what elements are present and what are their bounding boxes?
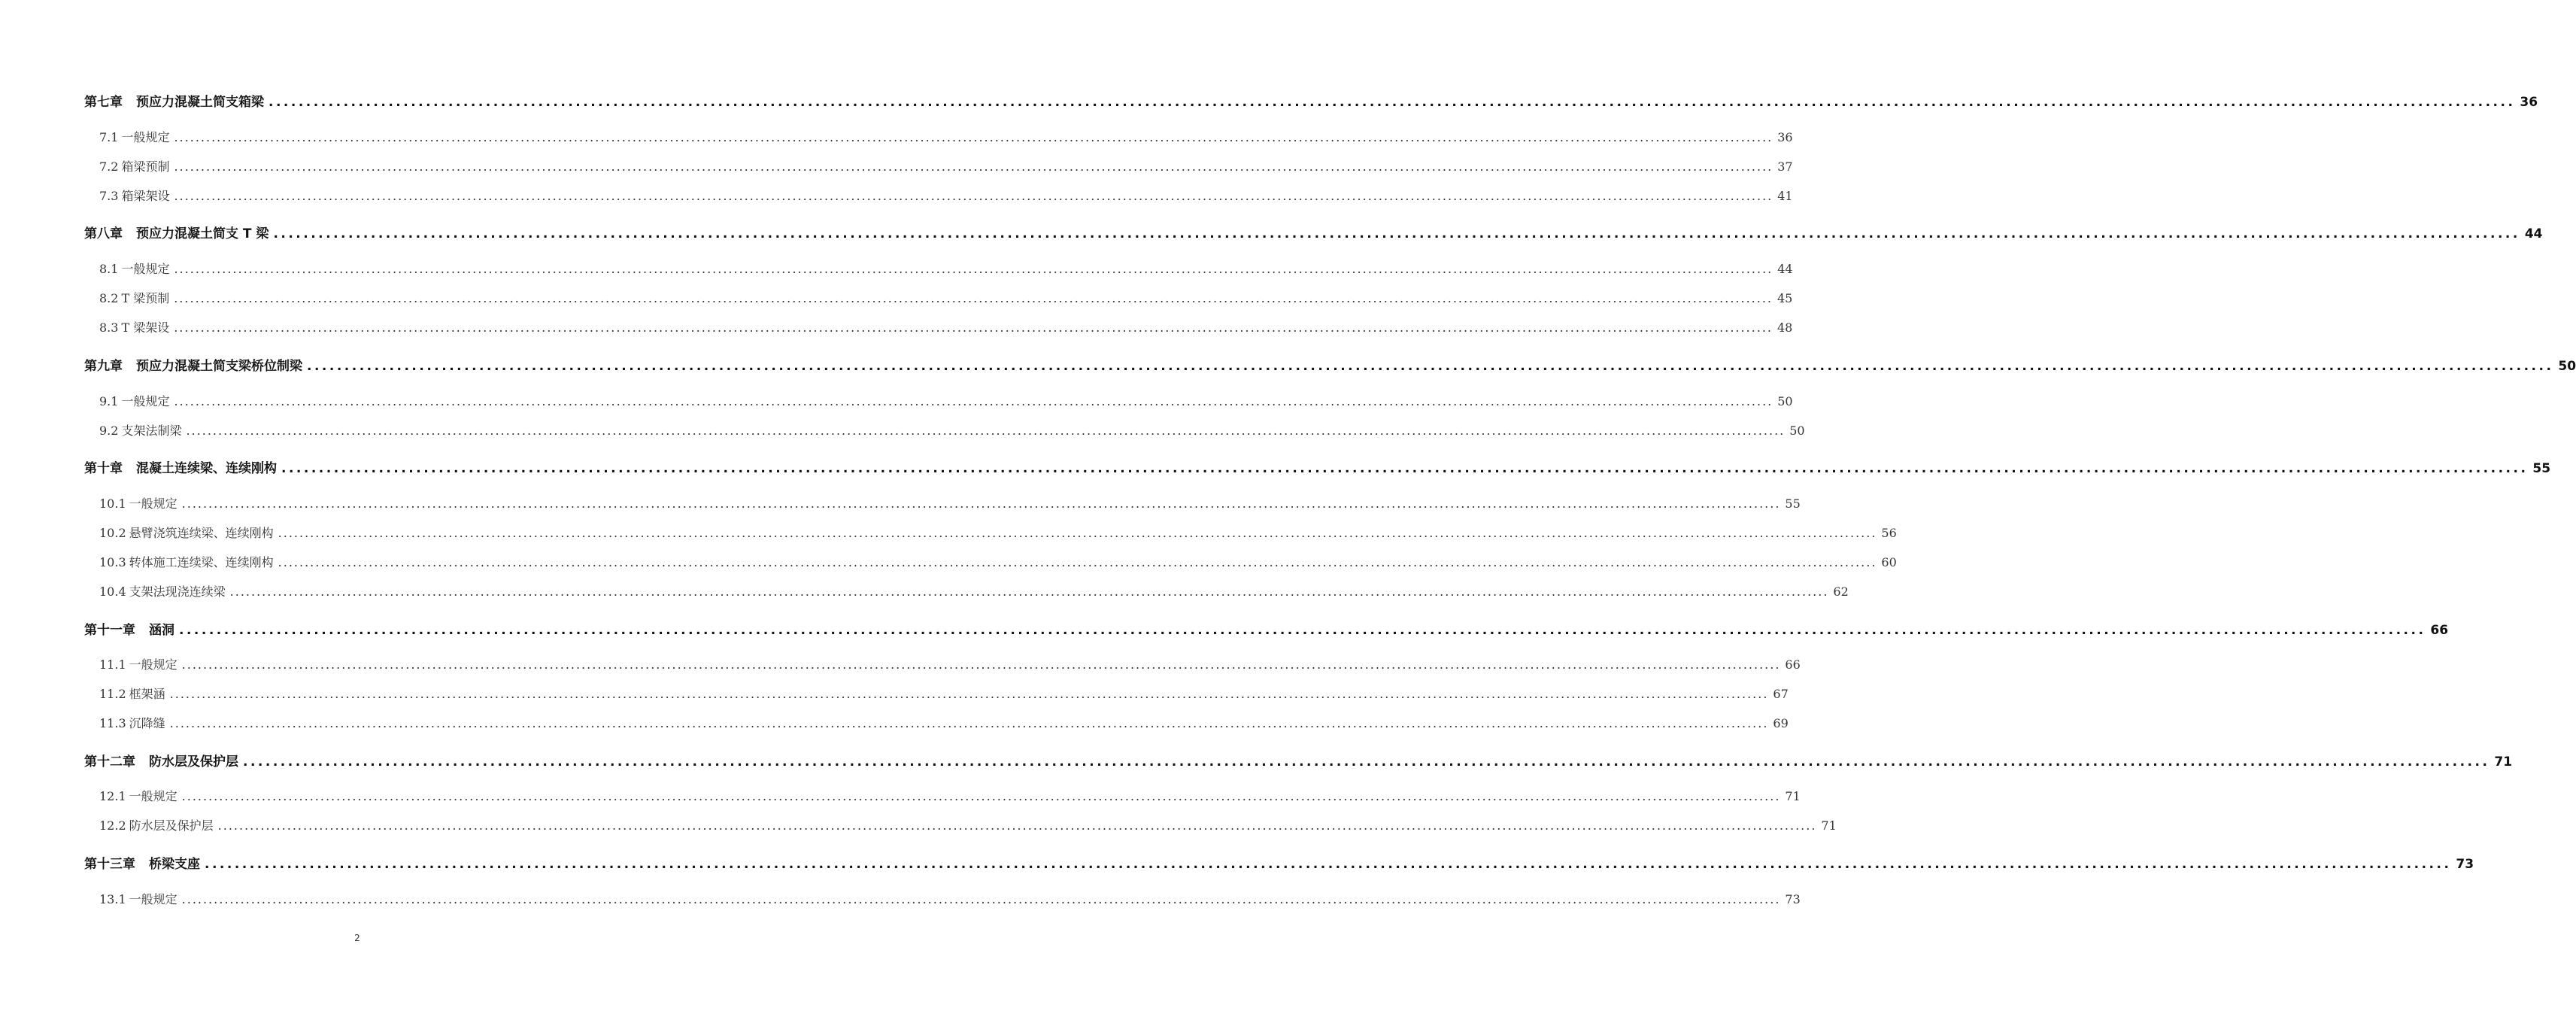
toc-entry-page: 41 — [1777, 189, 1793, 203]
toc-entry-page: 67 — [1773, 687, 1789, 701]
toc-entry-page: 55 — [2532, 461, 2551, 476]
toc-entry-title: 一般规定 — [121, 394, 170, 408]
toc-entry-number: 12.2 — [99, 818, 126, 833]
toc-section-entry[interactable] — [99, 260, 1793, 278]
toc-entry-number: 10.1 — [99, 496, 126, 511]
toc-dot-leader: ............................................................................................................................................................................................................................................................................................................ — [181, 657, 1781, 672]
toc-entry-number: 12.1 — [99, 789, 126, 803]
toc-dot-leader: ............................................................................................................................................................................................................................................................................................................ — [169, 716, 1769, 730]
toc-dot-leader: ............................................................................................................................................................................................................................................................................................................ — [186, 424, 1786, 438]
toc-entry-number: 第十一章 — [84, 623, 135, 638]
toc-entry-number: 10.2 — [99, 526, 126, 540]
toc-entry-title: 箱梁架设 — [121, 189, 170, 203]
toc-dot-leader: ............................................................................................................................................................................................................................................................................................................ — [181, 789, 1781, 803]
toc-dot-leader: ............................................................................................................................................................................................................................................................................................................ — [174, 291, 1773, 305]
toc-entry-number: 13.1 — [99, 892, 126, 906]
toc-entry-page: 62 — [1833, 584, 1849, 599]
toc-section-entry[interactable] — [99, 318, 1793, 336]
toc-dot-leader: ............................................................................................................................................................................................................................................................................................................ — [174, 189, 1773, 203]
toc-entry-page: 66 — [2430, 623, 2449, 638]
toc-entry-title: 一般规定 — [121, 130, 170, 144]
toc-chapter-entry[interactable] — [84, 751, 2513, 770]
toc-section-entry[interactable] — [99, 816, 1837, 834]
toc-entry-title: T 梁预制 — [121, 291, 170, 305]
toc-entry-title: 防水层及保护层 — [149, 754, 238, 770]
toc-entry-number: 7.2 — [99, 159, 119, 174]
toc-entry-title: 预应力混凝土简支梁桥位制梁 — [136, 359, 302, 374]
toc-section-entry[interactable] — [99, 890, 1801, 908]
toc-entry-number: 7.3 — [99, 189, 119, 203]
toc-entry-title: 涵洞 — [149, 623, 174, 638]
toc-entry-number: 8.3 — [99, 320, 119, 335]
toc-dot-leader: ............................................................................................................................................................................................................................................................................................................ — [174, 159, 1773, 174]
toc-entry-page: 36 — [2520, 95, 2538, 110]
toc-entry-title: 沉降缝 — [129, 716, 165, 730]
toc-entry-title: 悬臂浇筑连续梁、连续刚构 — [129, 526, 274, 540]
toc-entry-number: 第十三章 — [84, 857, 135, 872]
toc-entry-title: 一般规定 — [129, 789, 177, 803]
toc-chapter-entry[interactable] — [84, 355, 2576, 374]
toc-section-entry[interactable] — [99, 128, 1793, 146]
toc-dot-leader: ............................................................................................................................................................................................................................................................................................................ — [174, 130, 1773, 144]
toc-entry-title: 防水层及保护层 — [129, 818, 214, 833]
toc-section-entry[interactable] — [99, 553, 1897, 571]
toc-section-entry[interactable] — [99, 714, 1789, 732]
toc-chapter-entry[interactable] — [84, 223, 2543, 241]
toc-entry-title: 箱梁预制 — [121, 159, 170, 174]
toc-entry-title: 混凝土连续梁、连续刚构 — [136, 461, 277, 476]
toc-entry-page: 50 — [1789, 424, 1805, 438]
toc-section-entry[interactable] — [99, 655, 1801, 673]
toc-section-entry[interactable] — [99, 421, 1805, 439]
toc-entry-number: 8.1 — [99, 262, 119, 276]
toc-entry-page: 56 — [1881, 526, 1897, 540]
toc-dot-leader: ............................................................................................................................................................................................................................................................................................................ — [181, 892, 1781, 906]
toc-entry-page: 71 — [1821, 818, 1837, 833]
toc-chapter-entry[interactable] — [84, 91, 2538, 110]
toc-entry-number: 第八章 — [84, 226, 123, 241]
toc-entry-page: 73 — [1785, 892, 1801, 906]
toc-entry-page: 71 — [2494, 754, 2513, 770]
toc-entry-page: 73 — [2456, 857, 2474, 872]
toc-entry-title: 一般规定 — [121, 262, 170, 276]
toc-entry-number: 7.1 — [99, 130, 119, 144]
toc-entry-number: 11.3 — [99, 716, 126, 730]
toc-dot-leader: ............................................................................................................................................................................................................................................................................................................ — [278, 526, 1877, 540]
toc-dot-leader: ............................................................................................................................................................................................................................................................................................................ — [205, 857, 2452, 872]
toc-dot-leader: ............................................................................................................................................................................................................................................................................................................ — [174, 320, 1773, 335]
toc-dot-leader: ............................................................................................................................................................................................................................................................................................................ — [273, 226, 2520, 241]
toc-entry-page: 48 — [1777, 320, 1793, 335]
toc-entry-number: 10.3 — [99, 555, 126, 569]
toc-entry-page: 66 — [1785, 657, 1801, 672]
toc-dot-leader: ............................................................................................................................................................................................................................................................................................................ — [229, 584, 1829, 599]
toc-entry-page: 50 — [1777, 394, 1793, 408]
toc-entry-number: 8.2 — [99, 291, 119, 305]
toc-entry-title: 支架法制梁 — [121, 424, 182, 438]
toc-entry-title: T 梁架设 — [121, 320, 170, 335]
toc-entry-page: 69 — [1773, 716, 1789, 730]
toc-entry-title: 一般规定 — [129, 496, 177, 511]
toc-dot-leader: ............................................................................................................................................................................................................................................................................................................ — [174, 394, 1773, 408]
toc-entry-page: 71 — [1785, 789, 1801, 803]
toc-section-entry[interactable] — [99, 157, 1793, 175]
toc-entry-number: 11.2 — [99, 687, 126, 701]
toc-section-entry[interactable] — [99, 289, 1793, 307]
toc-dot-leader: ............................................................................................................................................................................................................................................................................................................ — [278, 555, 1877, 569]
toc-entry-page: 44 — [2524, 226, 2543, 241]
toc-section-entry[interactable] — [99, 494, 1801, 512]
toc-entry-page: 37 — [1777, 159, 1793, 174]
toc-chapter-entry[interactable] — [84, 457, 2551, 476]
toc-dot-leader: ............................................................................................................................................................................................................................................................................................................ — [181, 496, 1781, 511]
toc-entry-page: 44 — [1777, 262, 1793, 276]
toc-section-entry[interactable] — [99, 187, 1793, 205]
toc-entry-number: 第七章 — [84, 95, 123, 110]
toc-entry-title: 一般规定 — [129, 892, 177, 906]
toc-section-entry[interactable] — [99, 582, 1849, 600]
toc-entry-number: 第十二章 — [84, 754, 135, 770]
toc-entry-title: 框架涵 — [129, 687, 165, 701]
toc-section-entry[interactable] — [99, 392, 1793, 410]
toc-dot-leader: ............................................................................................................................................................................................................................................................................................................ — [281, 461, 2529, 476]
toc-dot-leader: ............................................................................................................................................................................................................................................................................................................ — [269, 95, 2516, 110]
toc-entry-title: 转体施工连续梁、连续刚构 — [129, 555, 274, 569]
toc-entry-page: 60 — [1881, 555, 1897, 569]
toc-entry-page: 50 — [2558, 359, 2576, 374]
toc-entry-number: 9.2 — [99, 424, 119, 438]
toc-chapter-entry[interactable] — [84, 619, 2449, 638]
toc-entry-number: 第十章 — [84, 461, 123, 476]
toc-entry-number: 9.1 — [99, 394, 119, 408]
toc-section-entry[interactable] — [99, 787, 1801, 805]
toc-section-entry[interactable] — [99, 524, 1897, 542]
toc-dot-leader: ............................................................................................................................................................................................................................................................................................................ — [307, 359, 2554, 374]
toc-dot-leader: ............................................................................................................................................................................................................................................................................................................ — [243, 754, 2490, 770]
toc-entry-title: 一般规定 — [129, 657, 177, 672]
toc-dot-leader: ............................................................................................................................................................................................................................................................................................................ — [217, 818, 1817, 833]
toc-entry-title: 支架法现浇连续梁 — [129, 584, 226, 599]
toc-entry-page: 45 — [1777, 291, 1793, 305]
toc-entry-title: 预应力混凝土简支 T 梁 — [136, 226, 269, 241]
toc-dot-leader: ............................................................................................................................................................................................................................................................................................................ — [179, 623, 2426, 638]
toc-entry-title: 预应力混凝土简支箱梁 — [136, 95, 264, 110]
toc-entry-title: 桥梁支座 — [149, 857, 200, 872]
page-number: 2 — [354, 933, 360, 943]
toc-chapter-entry[interactable] — [84, 853, 2474, 872]
toc-dot-leader: ............................................................................................................................................................................................................................................................................................................ — [169, 687, 1769, 701]
toc-dot-leader: ............................................................................................................................................................................................................................................................................................................ — [174, 262, 1773, 276]
toc-entry-number: 10.4 — [99, 584, 126, 599]
toc-entry-page: 55 — [1785, 496, 1801, 511]
toc-entry-page: 36 — [1777, 130, 1793, 144]
toc-entry-number: 第九章 — [84, 359, 123, 374]
toc-entry-number: 11.1 — [99, 657, 126, 672]
toc-section-entry[interactable] — [99, 685, 1789, 703]
